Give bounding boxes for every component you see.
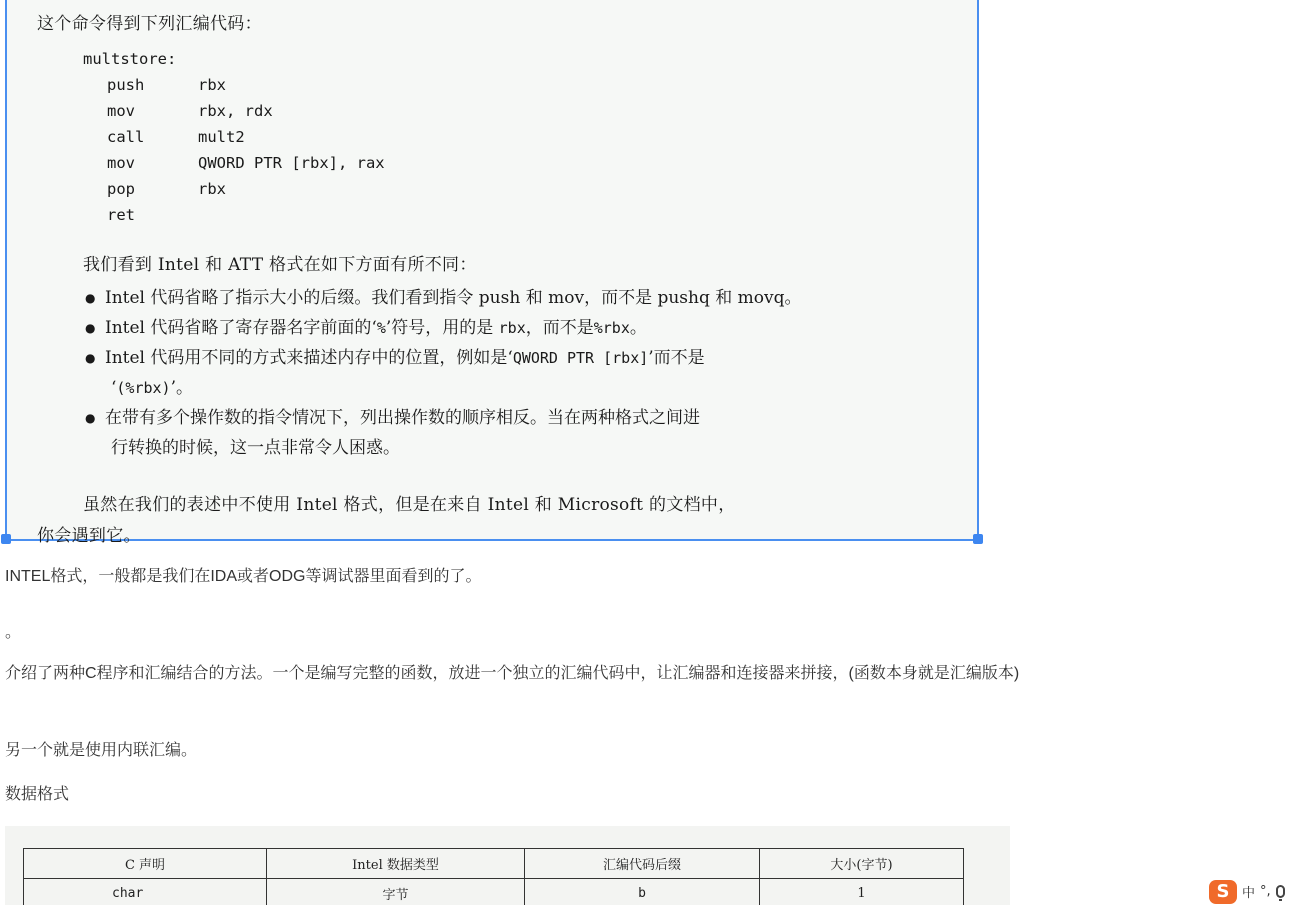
book-diff-intro: 我们看到 Intel 和 ATT 格式在如下方面有所不同： [83,255,477,275]
bullet-code: % [376,319,386,337]
bullet-text: ’符号，用的是 [385,318,499,338]
table-cell: 1 [760,879,964,905]
paragraph: 。 [5,624,22,641]
microphone-icon[interactable] [1276,885,1285,898]
table-header: C 声明 [24,849,267,879]
table-header: 大小(字节) [760,849,964,879]
book-intro-line: 这个命令得到下列汇编代码： [37,14,262,34]
resize-handle-right[interactable] [973,534,983,544]
paragraph: INTEL格式，一般都是我们在IDA或者ODG等调试器里面看到的了。 [5,568,482,585]
code-row [83,176,385,202]
data-format-table-image [5,826,1010,905]
book-closing-line: 你会遇到它。 [37,526,141,546]
code-op: pop [107,180,135,198]
bullet-continuation [105,373,802,403]
code-args: mult2 [198,128,245,146]
code-op: mov [107,102,135,120]
bullet-text: 在带有多个操作数的指令情况下，列出操作数的顺序相反。当在两种格式之间进 [105,408,700,428]
code-args: rbx [198,180,226,198]
difference-list [83,283,802,463]
bullet-code: (%rbx) [116,379,171,397]
table-cell: b [525,879,760,905]
bullet-text: ’而不是 [648,348,705,368]
bullet-continuation: 行转换的时候，这一点非常令人困惑。 [111,438,400,458]
assembly-code-block [83,46,385,228]
bullet-text: ，而不是 [525,318,594,338]
paragraph: 另一个就是使用内联汇编。 [5,742,198,759]
bullet-text: 。 [629,318,647,338]
code-op: call [107,128,145,146]
section-heading-text: 数据格式 [5,786,70,803]
paragraph: 介绍了两种C程序和汇编结合的方法。一个是编写完整的函数，放进一个独立的汇编代码中，让汇编器和连接器来拼接，(函数本身就是汇编版本) [5,665,1020,682]
bullet-text: Intel 代码省略了寄存器名字前面的‘ [105,318,377,338]
code-op: mov [107,154,135,172]
list-item [83,313,802,343]
bullet-text: Intel 代码省略了指示大小的后缀。我们看到指令 push 和 mov，而不是 pushq 和 movq。 [105,288,802,308]
table-header: 汇编代码后缀 [525,849,760,879]
code-op: ret [107,206,135,224]
ime-mode-toggle[interactable]: 中 [1242,886,1256,901]
table-cell: 字节 [267,879,525,905]
bullet-text: ‘ [111,378,117,398]
resize-handle-left[interactable] [1,534,11,544]
code-row [83,72,385,98]
table-cell: char [24,879,267,905]
code-row [83,98,385,124]
table-row [24,879,964,905]
code-row [83,124,385,150]
book-closing-line: 虽然在我们的表述中不使用 Intel 格式，但是在来自 Intel 和 Microsoft 的文档中， [83,495,736,515]
sogou-logo-icon[interactable]: S [1209,880,1237,904]
book-page-image[interactable] [5,0,979,546]
code-args: rbx [198,76,226,94]
code-label: multstore: [83,50,177,68]
code-op: push [107,76,145,94]
code-args: rbx, rdx [198,102,273,120]
bullet-text: Intel 代码用不同的方式来描述内存中的位置，例如是‘ [105,348,513,368]
bullet-code: rbx [498,319,526,337]
ime-toolbar[interactable] [1207,878,1311,905]
table-header: Intel 数据类型 [267,849,525,879]
code-row [83,202,385,228]
data-format-table [23,848,964,905]
list-item [83,283,802,313]
bullet-code: QWORD PTR [rbx] [512,349,649,367]
list-item [83,403,802,463]
code-row [83,150,385,176]
bullet-code: %rbx [593,319,630,337]
ime-punctuation-toggle[interactable]: °, [1260,884,1271,899]
bullet-text: ’。 [170,378,193,398]
code-args: QWORD PTR [rbx], rax [198,154,385,172]
list-item [83,343,802,403]
